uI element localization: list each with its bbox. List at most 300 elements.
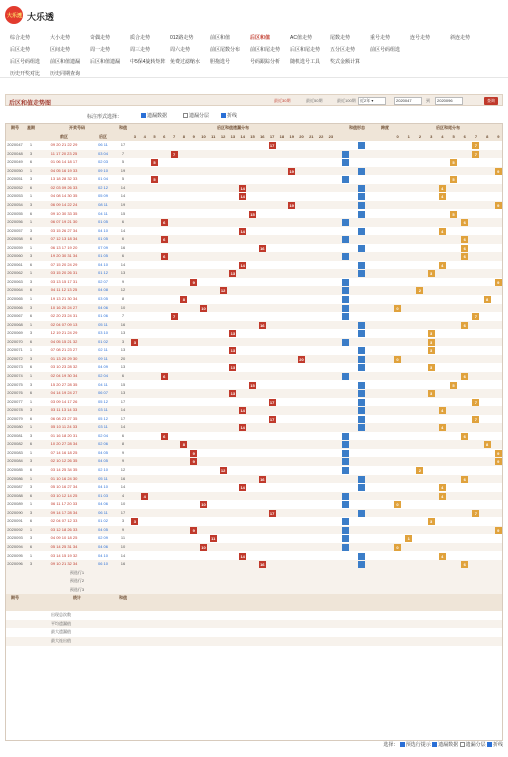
sum-cell: 6	[121, 372, 125, 378]
front-numbers: 04 14 19 24 27	[50, 390, 78, 396]
back-numbers: 01 03	[97, 492, 108, 498]
footer-option-line[interactable]	[487, 742, 503, 748]
sum-cell: 17	[120, 509, 126, 515]
back-numbers: 05 09	[97, 193, 108, 199]
front-numbers: 04 05 16 19 33	[50, 167, 78, 173]
sum-ball: 6	[161, 219, 168, 226]
nav-link[interactable]: 号码跟踪分析	[250, 59, 281, 65]
trend-ball	[358, 262, 365, 269]
table-row	[6, 372, 503, 381]
sum-cell: 15	[120, 381, 126, 387]
table-row	[6, 167, 503, 176]
sum-ball: 16	[260, 476, 265, 482]
day-cell: 1	[29, 142, 33, 148]
stats-row	[6, 637, 503, 646]
header-sum: 和值	[116, 124, 130, 141]
tail-ball: 6	[461, 322, 468, 329]
tail-ball: 7	[472, 510, 479, 517]
options-label: 标注形式选择：	[87, 114, 123, 120]
nav-link[interactable]: 免费过滤缩水	[170, 59, 201, 65]
issue-cell: 2020061	[7, 261, 23, 267]
nav-link[interactable]: 后区走势	[10, 47, 31, 53]
day-cell: 3	[29, 535, 33, 541]
back-numbers: 04 10	[97, 484, 108, 490]
sum-cell: 14	[120, 261, 126, 267]
day-cell: 3	[29, 330, 33, 336]
table-row	[6, 492, 503, 501]
trend-ball	[342, 279, 349, 286]
footer-label: 选择：	[383, 742, 399, 748]
nav-link[interactable]: 尾数走势	[330, 35, 351, 41]
issue-cell: 2020093	[7, 535, 23, 541]
table-row	[6, 363, 503, 372]
sum-col-header: 22	[316, 133, 326, 142]
sum-col-header: 5	[150, 133, 160, 142]
table-row	[6, 312, 503, 321]
sum-cell: 14	[120, 552, 126, 558]
sum-ball: 16	[260, 562, 265, 568]
sum-cell: 14	[120, 193, 126, 199]
table-row	[6, 406, 503, 415]
back-numbers: 04 10	[97, 227, 108, 233]
tail-ball: 9	[495, 450, 502, 457]
tail-ball: 6	[461, 245, 468, 252]
sum-cell: 16	[120, 475, 126, 481]
tail-ball: 6	[461, 373, 468, 380]
sum-ball: 19	[289, 202, 294, 208]
sum-cell: 8	[121, 441, 125, 447]
sum-ball: 9	[190, 458, 197, 465]
sum-cell: 20	[120, 355, 126, 361]
back-numbers: 04 05	[97, 458, 108, 464]
tail-ball: 3	[428, 518, 435, 525]
sum-ball: 15	[250, 211, 255, 217]
front-numbers: 06 09 14 22 24	[50, 201, 78, 207]
sum-ball: 14	[240, 185, 245, 191]
checkbox-icon[interactable]	[400, 742, 405, 747]
sum-cell: 3	[121, 338, 125, 344]
issue-cell: 2020059	[7, 244, 23, 250]
page-title: 后区和值走势图	[9, 101, 52, 107]
nav-link[interactable]: 胆拖选号	[210, 59, 231, 65]
sum-cell: 14	[120, 424, 126, 430]
table-row	[6, 381, 503, 390]
trend-ball	[358, 399, 365, 406]
option-label: 遗漏分层	[465, 742, 486, 748]
sum-col-header: 10	[199, 133, 209, 142]
front-numbers: 03 15 20 26 31	[50, 270, 78, 276]
nav-link[interactable]: 五分区走势	[330, 47, 356, 53]
option-missing-data[interactable]	[141, 112, 167, 119]
tail-ball: 9	[495, 279, 502, 286]
nav-link[interactable]: 综合走势	[10, 35, 31, 41]
footer-option-forecast[interactable]	[400, 742, 431, 748]
trend-ball	[358, 202, 365, 209]
sum-col-header: 23	[326, 133, 336, 142]
front-numbers: 09 10 30 33 35	[50, 210, 78, 216]
back-numbers: 09 11	[98, 355, 108, 361]
table-row	[6, 321, 503, 330]
trend-ball	[342, 450, 349, 457]
trend-ball	[358, 416, 365, 423]
issue-cell: 2020063	[7, 278, 23, 284]
sum-ball: 17	[269, 399, 275, 405]
sum-ball: 14	[240, 228, 245, 234]
back-numbers: 04 05	[97, 526, 108, 532]
checkbox-icon[interactable]	[141, 113, 146, 118]
trend-ball	[358, 407, 365, 414]
tail-col-header: 2	[414, 133, 425, 142]
front-numbers: 09 14 17 28 34	[50, 509, 78, 515]
tail-ball: 0	[394, 501, 401, 508]
issue-cell: 2020056	[7, 219, 23, 225]
sum-cell: 5	[121, 159, 125, 165]
nav-link[interactable]: 质合走势	[130, 35, 151, 41]
day-cell: 3	[29, 484, 33, 490]
table-row	[6, 534, 503, 543]
nav-link[interactable]: 重号走势	[370, 35, 391, 41]
day-cell: 3	[29, 227, 33, 233]
tail-ball: 3	[428, 390, 435, 397]
sum-ball: 5	[151, 159, 158, 166]
sum-ball: 14	[240, 553, 245, 559]
nav-link[interactable]: 奇偶走势	[90, 35, 111, 41]
nav-link[interactable]: 后区和尾走势	[290, 47, 321, 53]
tail-ball: 4	[439, 484, 446, 491]
trend-ball	[358, 330, 365, 337]
back-numbers: 02 10	[97, 467, 108, 472]
footer-option-layer[interactable]	[460, 742, 486, 748]
front-numbers: 03 15 26 27 34	[50, 227, 78, 233]
trend-ball	[342, 236, 349, 243]
nav-link[interactable]: 周三走势	[130, 47, 151, 53]
trend-ball	[342, 518, 349, 525]
header-draw: 开奖号码	[38, 124, 116, 133]
nav-link[interactable]: 周一走势	[90, 47, 111, 53]
checkbox-icon[interactable]	[487, 742, 492, 747]
range-select-value: 近2年	[360, 98, 371, 103]
sum-ball: 7	[171, 313, 178, 320]
tail-ball: 6	[461, 236, 468, 243]
nav-link[interactable]: 后区和值遗漏	[90, 59, 121, 65]
day-cell: 1	[29, 244, 33, 250]
back-numbers: 05 11	[98, 321, 108, 327]
query-button[interactable]: 查询	[484, 97, 498, 105]
option-line[interactable]	[221, 112, 237, 119]
sum-col-header: 3	[130, 133, 140, 142]
sum-cell: 13	[120, 347, 126, 353]
back-numbers: 04 11	[98, 381, 108, 387]
front-numbers: 02 04 07 12 33	[50, 518, 78, 524]
tail-ball: 4	[439, 493, 446, 500]
sum-col-header: 18	[277, 133, 287, 142]
tail-ball: 0	[394, 356, 401, 363]
to-issue-input[interactable]: 2020096	[435, 97, 463, 105]
front-numbers: 04 11 12 13 25	[50, 287, 78, 293]
checkbox-icon[interactable]	[183, 113, 188, 118]
nav-link[interactable]: 后区号码组选	[10, 59, 41, 65]
table-row	[6, 526, 503, 535]
sum-ball: 3	[131, 518, 138, 525]
trend-ball	[358, 553, 365, 560]
tail-col-header: 6	[459, 133, 470, 142]
sum-ball: 14	[240, 194, 245, 200]
back-numbers: 05 11	[98, 475, 108, 481]
lottery-logo[interactable]	[5, 6, 23, 24]
trend-ball	[342, 151, 349, 158]
sum-cell: 12	[120, 467, 126, 472]
nav-link[interactable]: 前区和值	[210, 35, 231, 41]
issue-cell: 2020089	[7, 501, 23, 507]
option-label: 遗漏数据	[438, 742, 459, 748]
table-row	[6, 338, 503, 347]
front-numbers: 02 03 09 26 33	[50, 184, 78, 190]
front-numbers: 01 10 16 24 30	[50, 475, 78, 481]
nav-link[interactable]: 连号走势	[410, 35, 431, 41]
footer-option-missing[interactable]	[432, 742, 458, 748]
day-cell: 6	[29, 441, 33, 447]
trend-ball	[342, 467, 349, 474]
back-numbers: 06 07	[97, 390, 108, 396]
day-cell: 6	[29, 364, 33, 370]
front-numbers: 09 20 21 22 29	[50, 142, 78, 148]
tail-ball: 8	[484, 441, 491, 448]
back-numbers: 01 12	[97, 270, 108, 276]
day-cell: 1	[29, 526, 33, 532]
trend-ball	[342, 493, 349, 500]
recent-100-link[interactable]: 最近100期	[337, 98, 356, 103]
front-numbers: 06 11 17 20 33	[50, 501, 78, 507]
brand-title: 大乐透	[27, 12, 55, 22]
front-numbers: 07 15 20 24 29	[50, 261, 78, 267]
issue-cell: 2020096	[7, 561, 23, 567]
sum-ball: 10	[201, 544, 206, 550]
sum-ball: 10	[201, 305, 206, 311]
day-cell: 6	[29, 518, 33, 524]
trend-ball	[358, 347, 365, 354]
issue-cell: 2020065	[7, 296, 23, 301]
tail-ball: 5	[450, 211, 457, 218]
sum-cell: 10	[120, 304, 126, 310]
sum-ball: 19	[289, 168, 294, 174]
sum-cell: 14	[120, 484, 126, 490]
day-cell: 1	[29, 424, 33, 430]
sum-ball: 7	[171, 151, 178, 158]
trend-ball	[342, 535, 349, 542]
sum-cell: 19	[120, 167, 126, 173]
back-numbers: 01 02	[97, 518, 108, 524]
nav-link[interactable]: 前区尾数分布	[210, 47, 241, 53]
tail-ball: 3	[428, 364, 435, 371]
back-numbers: 06 11	[98, 509, 108, 515]
table-row	[6, 175, 503, 184]
table-row	[6, 184, 503, 193]
sum-ball: 12	[220, 288, 226, 294]
day-cell: 1	[29, 372, 33, 378]
header-day: 星期	[24, 124, 38, 141]
sum-ball: 9	[190, 450, 197, 457]
sum-cell: 13	[120, 270, 126, 276]
issue-cell: 2020049	[7, 159, 23, 165]
sum-col-header: 21	[306, 133, 316, 142]
issue-cell: 2020071	[7, 347, 23, 353]
stats-hd-sum: 和值	[116, 594, 130, 603]
sum-cell: 11	[120, 535, 126, 541]
back-numbers: 05 12	[97, 398, 108, 404]
nav-link[interactable]: 历史开奖对比	[10, 71, 41, 77]
day-cell: 6	[29, 210, 33, 216]
back-numbers: 02 04	[97, 372, 108, 378]
table-row	[6, 466, 503, 475]
nav-link[interactable]: 前区和值遗漏	[50, 59, 81, 65]
checkbox-icon[interactable]	[432, 742, 437, 747]
checkbox-icon[interactable]	[460, 742, 465, 747]
nav-link[interactable]: 后区和值	[250, 35, 271, 41]
nav-link[interactable]: 周六走势	[170, 47, 191, 53]
day-cell: 6	[29, 236, 33, 242]
header-front: 前区	[38, 133, 90, 142]
day-cell: 1	[29, 193, 33, 199]
from-issue-input[interactable]: 2020047	[394, 97, 422, 105]
front-numbers: 04 05 15 21 32	[50, 338, 78, 344]
front-numbers: 03 09 14 17 26	[50, 398, 78, 404]
tail-ball: 9	[495, 458, 502, 465]
back-numbers: 02 11	[98, 347, 108, 353]
sum-col-header: 4	[140, 133, 150, 142]
table-row	[6, 398, 503, 407]
sum-ball: 9	[190, 527, 197, 534]
day-cell: 6	[29, 390, 33, 396]
back-numbers: 07 09	[97, 244, 108, 250]
range-select[interactable]: 近2年 ▾	[358, 97, 386, 105]
sum-cell: 17	[120, 398, 126, 404]
front-numbers: 07 12 13 18 34	[50, 236, 78, 242]
front-numbers: 03 10 23 28 32	[50, 364, 78, 370]
sum-ball: 15	[250, 382, 255, 388]
trend-ball	[342, 159, 349, 166]
tail-ball: 5	[450, 159, 457, 166]
day-cell: 6	[29, 415, 33, 421]
nav-link[interactable]: 随机选号工具	[290, 59, 321, 65]
nav-link[interactable]: 奖式金额计算	[330, 59, 361, 65]
table-row	[6, 560, 503, 569]
back-numbers: 01 04	[97, 176, 108, 182]
front-numbers: 05 10 11 24 33	[50, 424, 78, 430]
recent-30-link[interactable]: 最近30期	[274, 98, 291, 103]
day-cell: 1	[29, 167, 33, 173]
issue-cell: 2020095	[7, 552, 23, 558]
tail-ball: 4	[439, 553, 446, 560]
forecast-row[interactable]	[6, 586, 503, 595]
issue-cell: 2020081	[7, 432, 23, 438]
sum-cell: 13	[120, 364, 126, 370]
stats-hd-issue: 期号	[6, 594, 24, 603]
nav-link[interactable]: 012路走势	[170, 35, 194, 41]
tail-ball: 9	[495, 168, 502, 175]
sum-cell: 17	[120, 415, 126, 421]
sum-col-header: 17	[267, 133, 277, 142]
back-numbers: 01 06	[97, 313, 108, 319]
trend-ball	[342, 253, 349, 260]
back-numbers: 04 11	[98, 210, 108, 216]
front-numbers: 06 07 19 21 30	[50, 219, 78, 225]
sum-cell: 14	[120, 407, 126, 413]
issue-cell: 2020069	[7, 330, 23, 336]
sum-ball: 13	[230, 331, 236, 337]
nav-link[interactable]: AC值走势	[290, 35, 312, 41]
checkbox-icon[interactable]	[221, 113, 226, 118]
stats-row	[6, 628, 503, 637]
day-cell: 3	[29, 355, 33, 361]
trend-ball	[342, 287, 349, 294]
header-issue: 期号	[6, 124, 24, 141]
option-missing-layer[interactable]	[183, 112, 209, 119]
front-numbers: 07 08 21 23 27	[50, 347, 78, 353]
day-cell: 1	[29, 552, 33, 558]
sum-ball: 14	[240, 425, 245, 431]
issue-cell: 2020075	[7, 381, 23, 387]
issue-cell: 2020070	[7, 338, 23, 344]
day-cell: 1	[29, 270, 33, 276]
nav-link[interactable]: 前区号码组选	[370, 47, 401, 53]
sum-cell: 3	[121, 518, 125, 524]
tail-ball: 4	[439, 262, 446, 269]
day-cell: 6	[29, 313, 33, 319]
day-cell: 1	[29, 219, 33, 225]
sum-ball: 14	[240, 408, 245, 414]
sum-cell: 15	[120, 210, 126, 216]
nav-link[interactable]: 前区和尾走势	[250, 47, 281, 53]
sum-cell: 13	[120, 390, 126, 396]
issue-cell: 2020062	[7, 270, 23, 276]
nav-link[interactable]: 斜连走势	[450, 35, 471, 41]
sum-cell: 9	[121, 526, 125, 532]
tail-col-header: 0	[392, 133, 403, 142]
day-cell: 1	[29, 501, 33, 507]
forecast-row[interactable]	[6, 577, 503, 586]
trend-ball	[342, 339, 349, 346]
trend-ball	[342, 373, 349, 380]
tail-ball: 9	[495, 527, 502, 534]
option-label: 预选行提示	[405, 742, 431, 748]
sum-ball: 16	[260, 245, 265, 251]
issue-cell: 2020060	[7, 253, 23, 259]
sum-ball: 20	[299, 356, 304, 362]
sum-cell: 14	[120, 227, 126, 233]
tail-ball: 6	[461, 561, 468, 568]
table-row	[6, 252, 503, 261]
table-row	[6, 543, 503, 552]
sum-cell: 9	[121, 278, 125, 284]
recent-50-link[interactable]: 最近50期	[306, 98, 323, 103]
nav-link[interactable]: 历史同期查询	[50, 71, 81, 77]
sum-ball: 17	[269, 416, 275, 422]
day-cell: 1	[29, 475, 33, 481]
nav-link[interactable]: 大小走势	[50, 35, 71, 41]
sum-cell: 12	[120, 287, 126, 293]
back-numbers: 04 06	[97, 501, 108, 507]
tail-col-header: 4	[437, 133, 448, 142]
tail-ball: 4	[439, 424, 446, 431]
issue-cell: 2020053	[7, 193, 23, 199]
back-numbers: 09 10	[97, 167, 108, 173]
tail-ball: 8	[484, 296, 491, 303]
trend-ball	[358, 356, 365, 363]
nav-link[interactable]: 中5保4旋转矩阵	[130, 59, 166, 65]
table-row	[6, 346, 503, 355]
nav-link[interactable]: 区间走势	[50, 47, 71, 53]
forecast-row[interactable]	[6, 569, 503, 578]
